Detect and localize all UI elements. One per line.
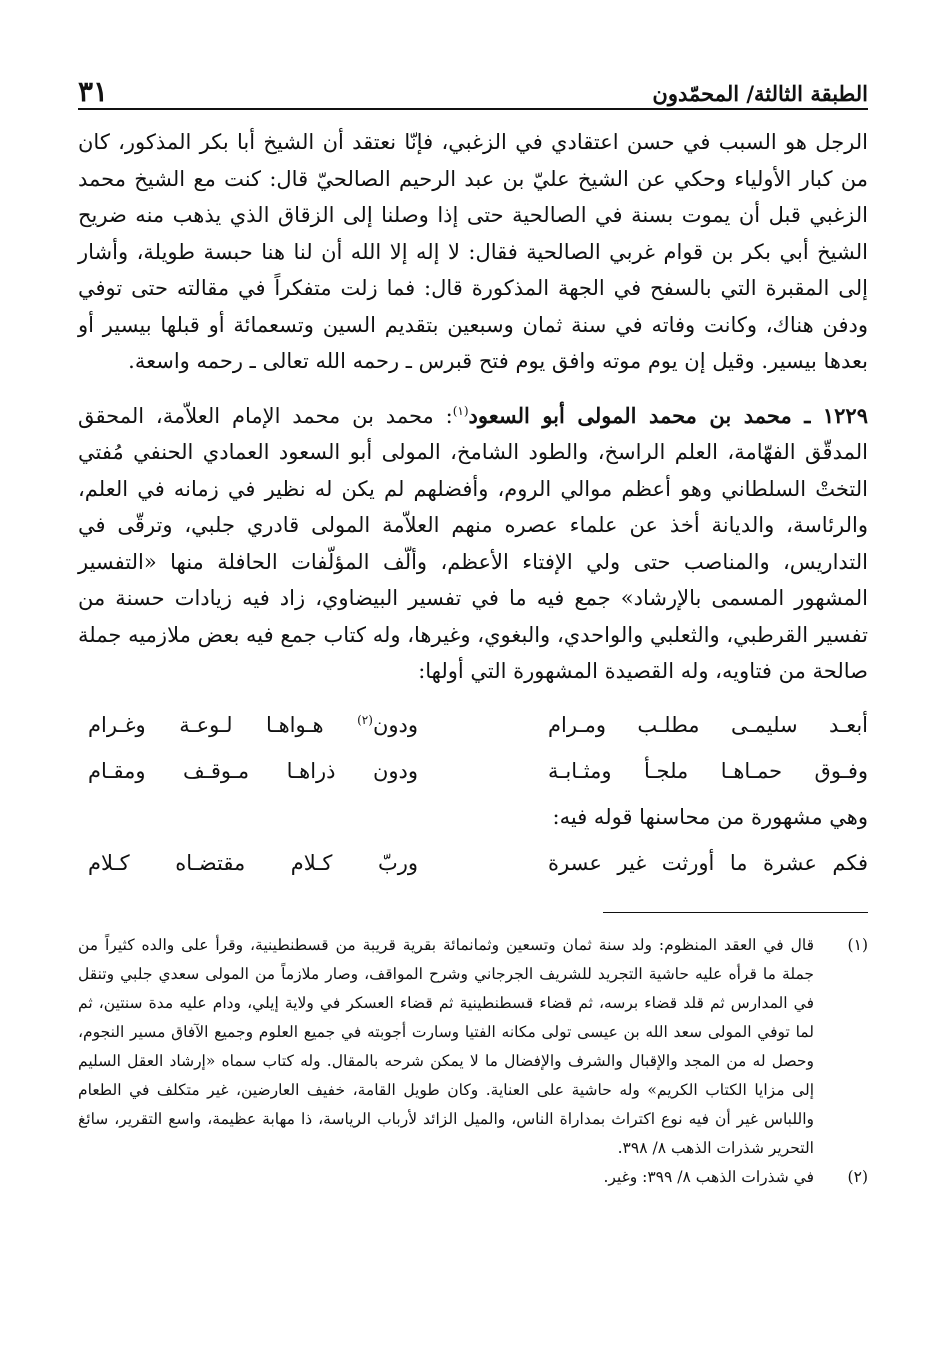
poem-verse-2 — [78, 748, 868, 794]
footnote-2-number: (٢) — [847, 1167, 868, 1186]
verse-1-second-end: هـواهـا لـوعـة وغـرام — [88, 712, 358, 737]
running-title: الطبقة الثالثة/ المحمّدون — [652, 81, 868, 106]
entry-heading: ١٢٢٩ ـ محمد بن محمد المولى أبو السعود — [468, 402, 868, 428]
footnote-separator — [603, 912, 868, 913]
verse-1-second-hemistich — [88, 713, 418, 737]
footnote-ref-1[interactable]: (١) — [452, 403, 469, 418]
book-page — [78, 70, 868, 1192]
running-header — [78, 70, 868, 110]
poem-intro: وهي مشهورة من محاسنها قوله فيه: — [552, 804, 868, 829]
footnote-1-text: قال في العقد المنظوم: ولد سنة ثمان وتسعين وثمانمائة بقرية قريبة من قسطنطينية، وقرأ على والده كثيراً من جملة ما قرأه عليه حاشية التجريد للشريف الجرجاني وشرح المواقف، وصار ملازماً من المولى سعدي جلبي وتنقل في المدارس ثم قلد قضاء برسه، ثم قضاء قسطنطينية ثم قضاء العسكر في ولاية إيلي، ودام عليه مدة سنتين، ثم لما توفي المولى سعد الله بن عيسى تولى مكانه الفتيا وسارت أجوبته في جميع العلوم وجميع الآفاق مسير النجوم، وحصل له من المجد والإقبال والشرف والإفضال ما لا يمكن شرحه بالمقال. وله كتاب سماه «إرشاد العقل السليم إلى مزايا الكتاب الكريم» وله حاشية على العناية. وكان طويل القامة، خفيف العارضين، غير متكلف في الطعام واللباس غير أن فيه نوع اكتراث بمداراة الناس، والميل الزائد لأرباب الرياسة، ذا مهابة عظيمة، واسع التقرير، سائغ التحرير شذرات الذهب ٨/ ٣٩٨. — [78, 935, 814, 1157]
footnote-1 — [78, 931, 868, 1163]
footnote-2 — [78, 1163, 868, 1192]
verse-2-first-hemistich: وفـوق حمـاهـا ملجـأ ومثـابـة — [548, 758, 868, 783]
footnote-1-number: (١) — [847, 935, 868, 954]
entry-paragraph — [78, 398, 868, 690]
verse-3-second-hemistich: وربّ كـلام مقتضـاه كـلام — [88, 850, 418, 875]
entry-body: : محمد بن محمد الإمام العلاّمة، المحقق المدقّق الفهّامة، العلم الراسخ، والطود الشامخ، المولى أبو السعود العمادي الحنفي مُفتي التختْ السلطاني وهو أعظم موالي الروم، وأفضلهم لم يكن له نظير في زمانه في العلم، والرئاسة، والديانة أخذ عن علماء عصره منهم العلاّمة المولى قادري جلبي، وترقّى في التداريس، والمناصب حتى ولي الإفتاء الأعظم، وألّف المؤلّفات الحافلة منها «التفسير المشهور المسمى بالإرشاد» جمع فيه ما في تفسير البيضاوي، زاد فيه زيادات حسنة من تفسير القرطبي، والثعلبي والواحدي، والبغوي، وغيرها، وله كتاب جمع فيه بعض ملازميه جملة صالحة من فتاويه، وله القصيدة المشهورة التي أولها: — [78, 403, 868, 683]
poem-verse-3 — [78, 840, 868, 886]
page-number: ٣١ — [78, 75, 109, 108]
verse-1-first-hemistich: أبعـد سليمـى مطلـب ومـرام — [548, 712, 868, 737]
paragraph-1: الرجل هو السبب في حسن اعتقادي في الزغبي، فإنّا نعتقد أن الشيخ أبا بكر المذكور، كان من كبار الأولياء وحكي عن الشيخ عليّ بن عبد الرحيم الصالحيّ قال: كنت مع الشيخ محمد الزغبي قبل أن يموت بسنة في الصالحية حتى إذا وصلنا إلى الزقاق الذي يذهب منه ضريح الشيخ أبي بكر بن قوام غربي الصالحية فقال: لا إله إلا الله أن لنا هنا حبسة طويلة، وأشار إلى المقبرة التي بالسفح في الجهة المذكورة قال: فما زلت متفكراً في مقالته حتى توفي ودفن هناك، وكانت وفاته في سنة ثمان وسبعين بتقديم السين وتسعمائة أو قبلها بيسير أو بعدها بيسير. وقيل إن يوم موته وافق يوم فتح قبرس ـ رحمه الله تعالى ـ رحمه واسعة. — [78, 130, 868, 373]
footnote-2-text: في شذرات الذهب ٨/ ٣٩٩: وغير. — [603, 1167, 814, 1186]
poem-verse-1 — [78, 702, 868, 748]
verse-2-second-hemistich: ودون ذراهـا مـوقـف ومقـام — [88, 758, 418, 783]
footnote-ref-2[interactable]: (٢) — [357, 712, 373, 727]
verse-3-first-hemistich: فكم عشرة ما أورثت غير عسرة — [548, 850, 868, 875]
verse-1-second-start: ودون — [372, 712, 418, 737]
